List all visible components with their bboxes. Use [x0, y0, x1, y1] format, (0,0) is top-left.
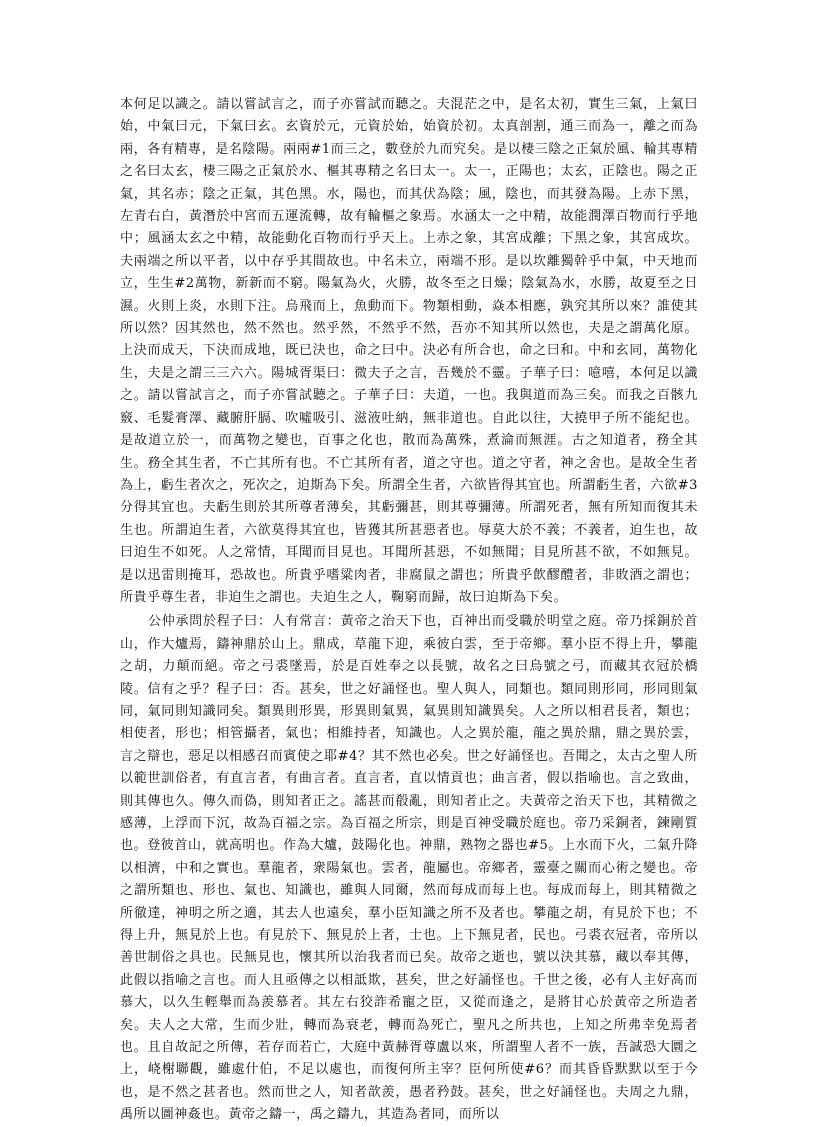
document-page	[120, 94, 698, 1127]
paragraph-1: 本何足以識之。請以嘗試言之，而子亦嘗試而聽之。夫混茫之中，是名太初，實生三氣，上氣曰始，中氣曰元，下氣曰玄。玄資於元，元資於始，始資於初。太真剖割，通三而為一，離之而為兩，各有精專，是名陰陽。兩兩#1而三之，數登於九而究矣。是以棲三陰之正氣於風、輪其專精之名曰太玄，棲三陽之正氣於水、樞其專精之名曰太一。太一，正陽也；太玄，正陰也。陽之正氣，其名赤；陰之正氣，其色黑。水，陽也，而其伏為陰；風，陰也，而其發為陽。上赤下黑，左青右白，黃潛於中宮而五運流轉，故有輪樞之象焉。水涵太一之中精，故能潤澤百物而行乎地中；風涵太玄之中精，故能動化百物而行乎天上。上赤之象，其宮成離；下黑之象，其宮成坎。夫兩端之所以平者，以中存乎其間故也。中名未立，兩端不形。是以坎離獨幹乎中氣，中天地而立，生生#2萬物，新新而不窮。陽氣為火，火勝，故冬至之日燥；陰氣為水，水勝，故夏至之日濕。火則上炎，水則下注。烏飛而上，魚動而下。物類相動，焱本相應，孰究其所以來？誰使其所以然？因其然也，然不然也。然乎然，不然乎不然，吾亦不知其所以然也，夫是之謂萬化原。上決而成天，下決而成地，既已決也，命之曰中。決必有所合也，命之曰和。中和玄同，萬物化生，夫是之謂三三六六。陽城胥渠曰：微夫子之言，吾幾於不靈。子華子曰：噫嘻，本何足以識之。請以嘗試言之，而子亦嘗試聽之。子華子曰：夫道，一也。我與道而為三矣。而我之百骸九竅、毛髮膏澤、藏腑肝膈、吹噓吸引、滋液吐納，無非道也。自此以往，大撓甲子所不能紀也。是故道立於一，而萬物之變也，百事之化也，散而為萬殊，煮淪而無涯。古之知道者，務全其生。務全其生者，不亡其所有也。不亡其所有者，道之守也。道之守者，神之舍也。是故全生者為上，虧生者次之，死次之，迫斯為下矣。所謂全生者，六欲皆得其宜也。所謂虧生者，六欲#3分得其宜也。夫虧生則於其所尊者薄矣，其虧彌甚，則其尊彌薄。所謂死者，無有所知而復其未生也。所謂迫生者，六欲莫得其宜也，皆獲其所甚惡者也。辱莫大於不義；不義者，迫生也，故曰迫生不如死。人之常情，耳聞而目見也。耳聞所甚惡，不如無聞；目見所甚不欲，不如無見。是以迅雷則掩耳，恐故也。所貴乎嗜粱肉者，非腐鼠之謂也；所貴乎飲醪醴者，非敗酒之謂也；所貴乎尊生者，非迫生之謂也。夫迫生之人，鞠窮而歸，故曰迫斯為下矣。	[120, 97, 698, 605]
paragraph-2: 公仲承問於程子曰：人有常言：黃帝之治天下也，百神出而受職於明堂之庭。帝乃採銅於首山，作大爐焉，鑄神鼎於山上。鼎成，草龍下迎，乘彼白雲，至于帝鄉。羣小臣不得上升，攀龍之胡，力顛而絕。帝之弓裘墜焉，於是百姓奉之以長號，故名之曰烏號之弓，而藏其衣冠於橋陵。信有之乎？程子曰：否。甚矣，世之好誦怪也。聖人與人，同類也。類同則形同，形同則氣同，氣同則知識同矣。類異則形異，形異則氣異，氣異則知識異矣。人之所以相君長者，類也；相使者，形也；相管攝者，氣也；相維持者，知識也。人之異於龍，龍之異於鼎，鼎之異於雲，言之辯也，惡足以相感召而賓使之耶#4？其不然也必矣。世之好誦怪也。吾聞之，太古之聖人所以範世訓俗者，有直言者，有曲言者。直言者，直以情貢也；曲言者，假以指喻也。言之致曲，則其傳也久。傳久而偽，則知者正之。謠甚而殽亂，則知者止之。夫黃帝之治天下也，其精微之感薄，上浮而下沉，故為百福之宗。為百福之所宗，則是百神受職於庭也。帝乃采銅者，鍊剛質也。登彼首山，就高明也。作為大爐，鼓陽化也。神鼎，熟物之器也#5。上水而下火，二氣升降以相濟，中和之實也。羣龍者，衆陽氣也。雲者，龍屬也。帝鄉者，靈臺之關而心術之變也。帝之謂所類也、形也、氣也、知識也，雖與人同爾，然而每成而每上也。每成而每上，則其精微之所徹達，神明之所之適，其去人也遠矣，羣小臣知識之所不及者也。攀龍之胡，有見於下也；不得上升，無見於上也。有見於下、無見於上者，士也。上下無見者，民也。弓裘衣冠者，帝所以善世制俗之具也。民無見也，懷其所以治我者而已矣。故帝之逝也，號以決其慕，藏以奉其傳，此假以指喻之言也。而人且亟傳之以相詆欺，甚矣，世之好誦怪也。千世之後，必有人主好高而慕大，以久生輕舉而為羨慕者。其左右狡詐希寵之臣，又從而逢之，是將甘心於黃帝之所造者矣。夫人之大常，生而少壯，轉而為衰老，轉而為死亡，聖凡之所共也，上知之所弗幸免焉者也。且自故記之所傳，若存而若亡，大庭中黃赫胥尊盧以來，所謂聖人者不一族，吾誠恐大圜之上，峣榭聯觀，雖處什伯，不足以處也，而復何所主宰？臣何所使#6？而其昏昏默默以至于今也，是不然之甚者也。然而世之人，知者歆羨，愚者矜鼓。甚矣，世之好誦怪也。夫周之九鼎，禹所以圖神姦也。黃帝之鑄一，禹之鑄九，其造為者同，而所以	[120, 614, 698, 1123]
